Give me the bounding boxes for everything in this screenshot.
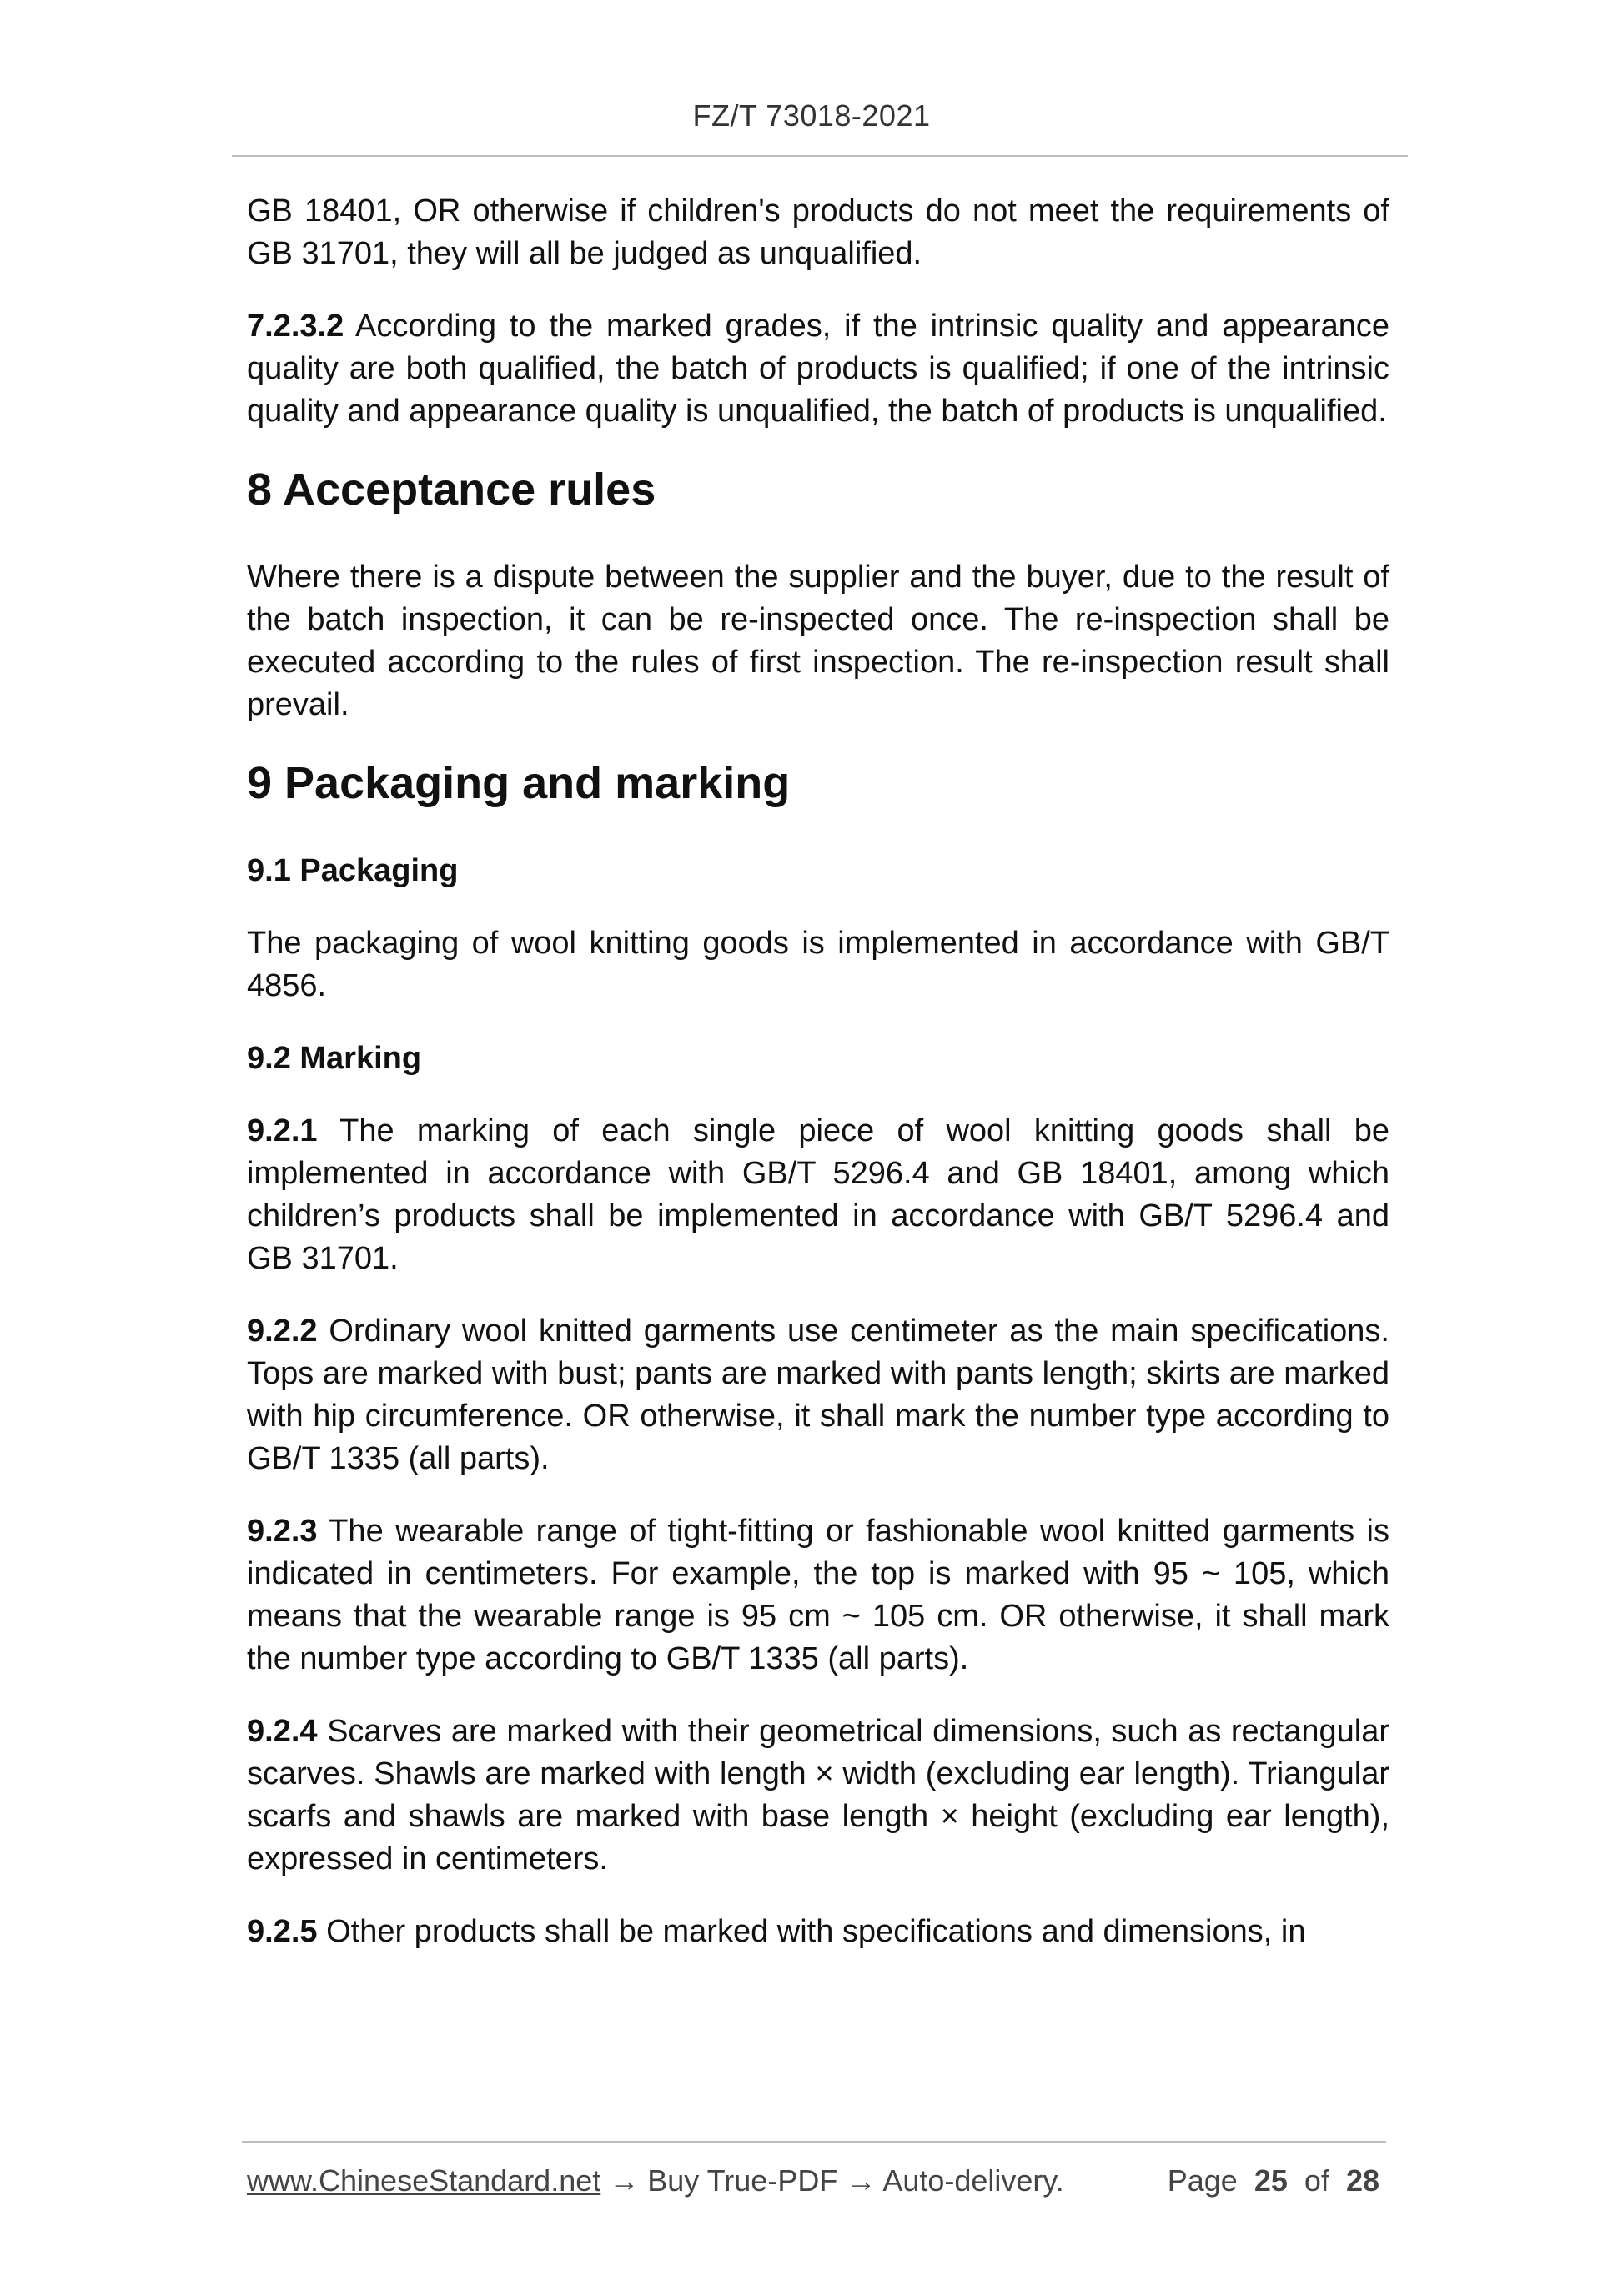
page-header: FZ/T 73018-2021 [692,98,931,133]
clause-9-2-5 [247,1911,1389,1953]
document-body [247,190,1389,1983]
clause-number: 9.2.3 [247,1514,318,1549]
subsection-9-2-heading: 9.2 Marking [247,1041,422,1076]
clause-number: 7.2.3.2 [247,309,344,344]
subsection-9-1-heading: 9.1 Packaging [247,853,459,888]
section-8-text: Where there is a dispute between the supplier and the buyer, due to the result of the batch inspection, it can be re-inspected once. The re-inspection shall be executed according to the rules of first inspection. The re-inspection result shall prevail. [247,560,1389,722]
paragraph-continuation: GB 18401, OR otherwise if children's products do not meet the requirements of GB 31701, they will all be judged as unqualified. [247,193,1389,271]
clause-9-2-3 [247,1510,1389,1681]
page-total: 28 [1345,2163,1379,2198]
page-label: Page [1167,2163,1238,2198]
clause-number: 9.2.1 [247,1113,318,1148]
clause-text: The wearable range of tight-fitting or fashionable wool knitted garments is indicated in centimeters. For example, the top is marked with 95 ~ 105, which means that the wearable range is 95 cm ~ 105 cm. OR otherwise, it shall mark the number type according to GB/T 1335 (all parts). [247,1514,1389,1676]
clause-text: According to the marked grades, if the intrinsic quality and appearance quality are both qualified, the batch of products is qualified; if one of the intrinsic quality and appearance quality is unqualified, the batch of products is unqualified. [247,309,1389,429]
clause-text: The marking of each single piece of wool knitting goods shall be implemented in accordance with GB/T 5296.4 and GB 18401, among which children’s products shall be implemented in accordance with GB/T 5296.4 and GB 31701. [247,1113,1389,1276]
page-of-label: of [1304,2163,1329,2198]
clause-number: 9.2.4 [247,1714,318,1749]
clause-9-2-4 [247,1711,1389,1881]
footer-promo-text: → Buy True-PDF → Auto-delivery. [600,2163,1064,2198]
section-9-heading: 9 Packaging and marking [247,758,791,808]
clause-text: Other products shall be marked with specifications and dimensions, in [317,1914,1306,1949]
clause-9-2-2 [247,1310,1389,1480]
page-indicator [1168,2162,1379,2200]
page-number: 25 [1254,2163,1288,2198]
website-link[interactable]: www.ChineseStandard.net [247,2163,601,2198]
clause-text: Scarves are marked with their geometrical dimensions, such as rectangular scarves. Shawls are marked with length × width (excluding ear length). Triangular scarfs and shawls are marked with base length × height (excluding ear length), expressed in centimeters. [247,1714,1389,1876]
header-divider [232,155,1408,157]
clause-number: 9.2.5 [247,1914,318,1949]
clause-text: Ordinary wool knitted garments use centimeter as the main specifications. Tops are marked with bust; pants are marked with pants length; skirts are marked with hip circumference. OR otherwise, it shall mark the number type according to GB/T 1335 (all parts). [247,1314,1389,1476]
clause-7-2-3-2 [247,305,1389,433]
clause-number: 9.2.2 [247,1314,318,1349]
section-8-heading: 8 Acceptance rules [247,465,656,515]
subsection-9-1-text: The packaging of wool knitting goods is implemented in accordance with GB/T 4856. [247,926,1389,1003]
footer-divider [242,2141,1386,2143]
footer-promo [247,2162,1064,2200]
page-footer [247,2162,1379,2200]
clause-9-2-1 [247,1110,1389,1280]
